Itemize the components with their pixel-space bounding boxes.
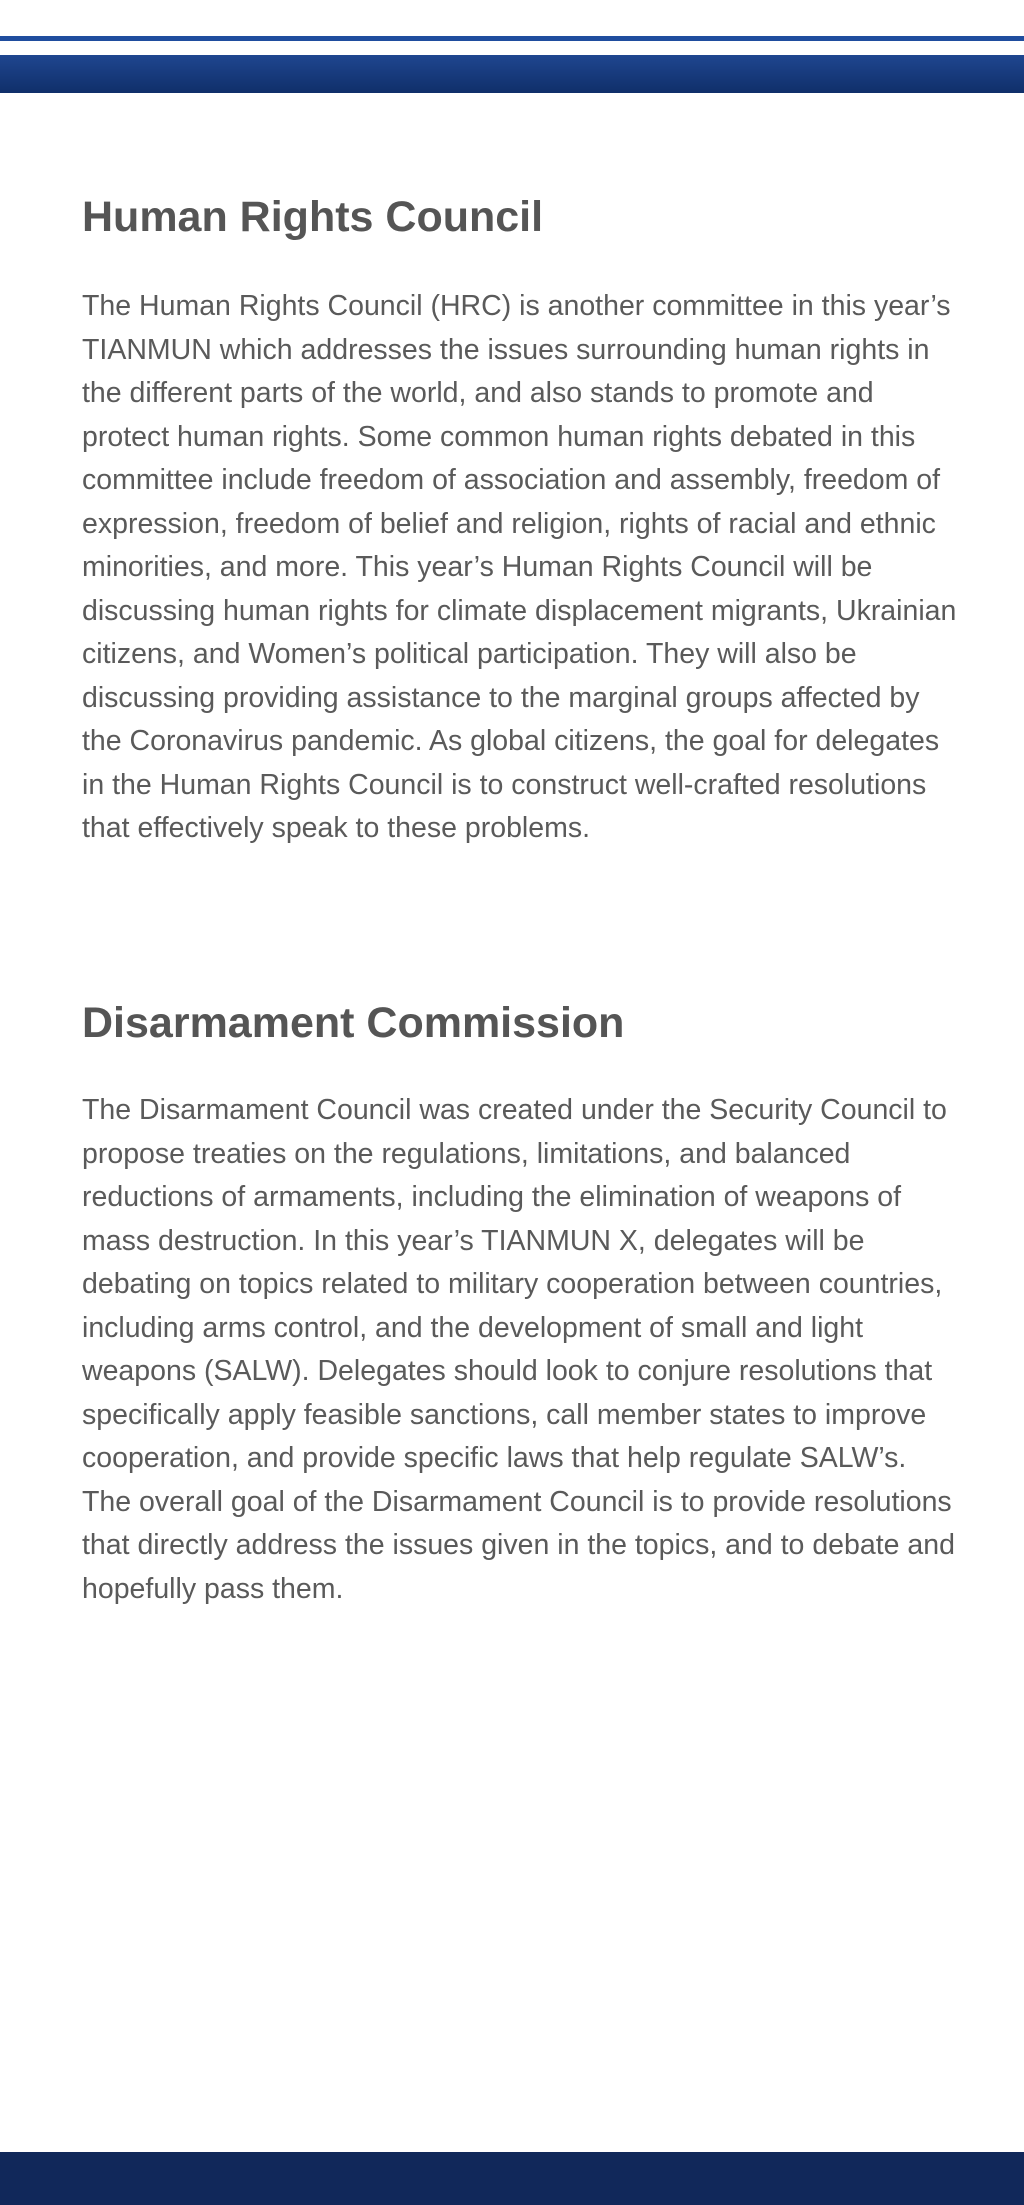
section-body-disarmament-commission: The Disarmament Council was created under the Security Council to propose treaties on the regulations, limitations, and balanced reductions of armaments, including the elimination of weapons of mass destruction. In this year’s TIANMUN X, delegates will be debating on topics related to military cooperation between countries, including arms control, and the development of small and light weapons (SALW). Delegates should look to conjure resolutions that specifically apply feasible sanctions, call member states to improve cooperation, and provide specific laws that help regulate SALW’s. The overall goal of the Disarmament Council is to provide resolutions that directly address the issues given in the topics, and to debate and hopefully pass them. — [82, 1094, 955, 1605]
section-title-human-rights-council: Human Rights Council — [82, 193, 544, 241]
header-accent-line — [0, 36, 1024, 41]
section-body-human-rights-council: The Human Rights Council (HRC) is another committee in this year’s TIANMUN which addresses the issues surrounding human rights in the different parts of the world, and also stands to promote and protect human rights. Some common human rights debated in this committee include freedom of association and assembly, freedom of expression, freedom of belief and religion, rights of racial and ethnic minorities, and more. This year’s Human Rights Council will be discussing human rights for climate displacement migrants, Ukrainian citizens, and Women’s political participation. They will also be discussing providing assistance to the marginal groups affected by the Coronavirus pandemic. As global citizens, the goal for delegates in the Human Rights Council is to construct well-crafted resolutions that effectively speak to these problems. — [82, 290, 957, 844]
section-title-disarmament-commission: Disarmament Commission — [82, 999, 625, 1047]
footer-band — [0, 2152, 1024, 2205]
header-band — [0, 55, 1024, 93]
